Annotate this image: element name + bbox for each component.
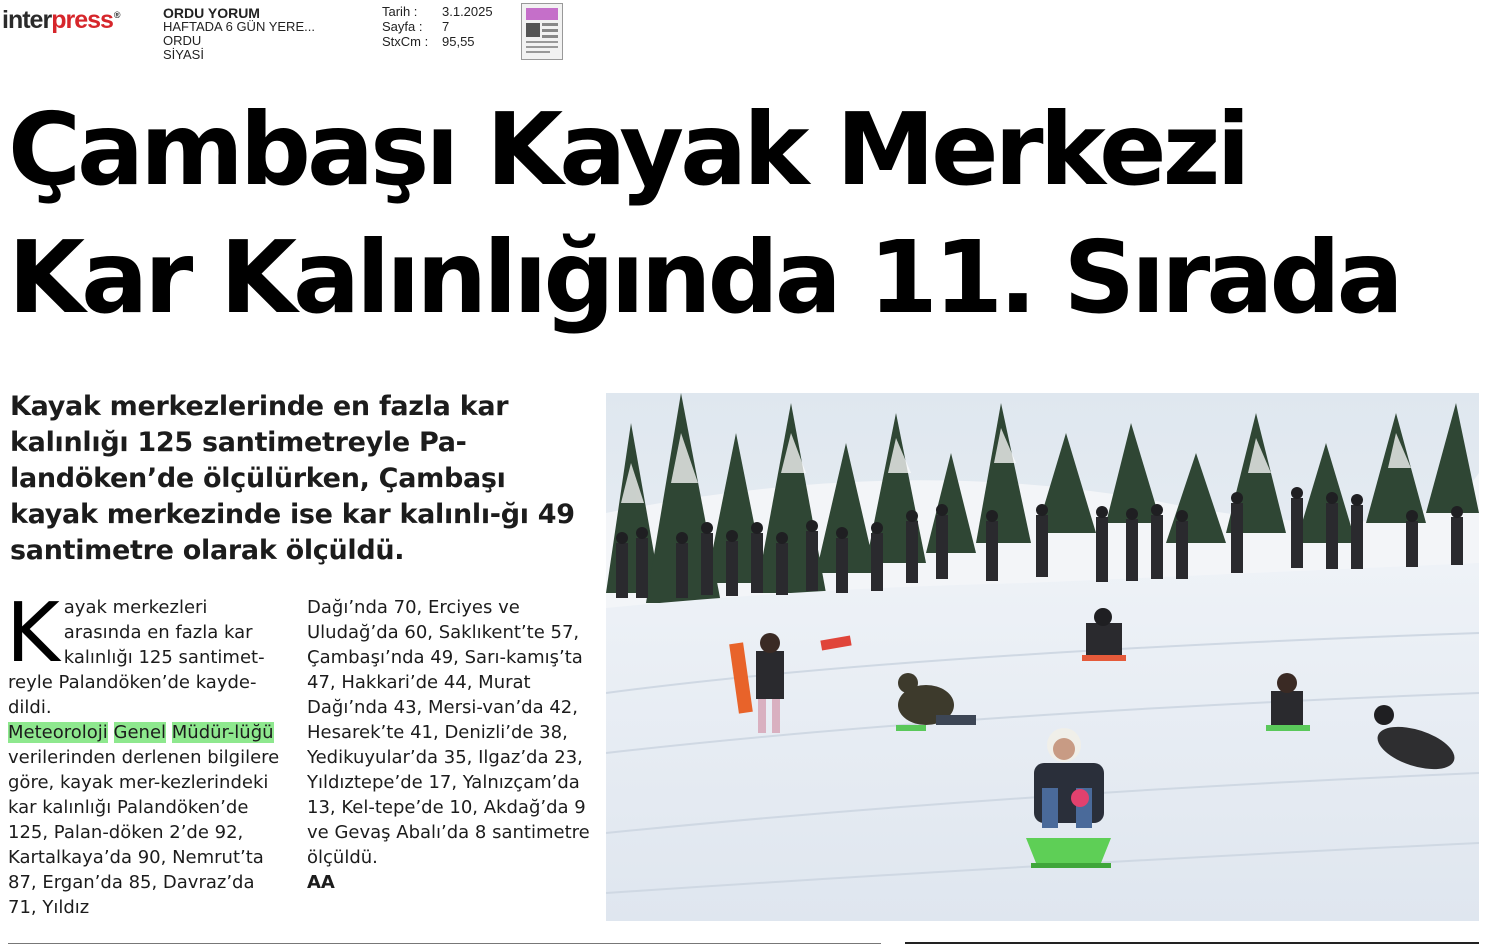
column-1-paragraph-1: ayak merkezleri arasında en fazla kar kalınlığı 125 santimet-reyle Palandöken’de kayde-dildi. <box>8 597 265 718</box>
article-lead: Kayak merkezlerinde en fazla kar kalınlığı 125 santimetreyle Pa-landöken’de ölçülürken, Çambaşı kayak merkezinde ise kar kalınlı-ğı 49 santimetre olarak ölçüldü. <box>10 391 575 566</box>
column-2-text: Dağı’nda 70, Erciyes ve Uludağ’da 60, Saklıkent’te 57, Çambaşı’nda 49, Sarı-kamış’ta 47, Hakkari’de 44, Murat Dağı’nda 43, Mersi-van’da 42, Hesarek’te 41, Denizli’de 38, Yedikuyular’da 35, Ilgaz’da 23, Yıldıztepe’de 17, Yalnızçam’da 13, Kel-tepe’de 10, Akdağ’da 9 ve Gevaş Abalı’da 8 santimetre ölçüldü. <box>307 597 590 868</box>
publication-info <box>163 6 315 62</box>
publication-category: SİYASİ <box>163 47 204 62</box>
sledding-scene-illustration <box>606 393 1479 921</box>
article-photo <box>606 393 1479 921</box>
meta-size-key: StxCm : <box>382 34 429 49</box>
meta-date-key: Tarih : <box>382 4 418 19</box>
meta-page-key: Sayfa : <box>382 19 423 34</box>
meta-page-value: 7 <box>442 19 450 34</box>
meta-date-row <box>382 4 493 19</box>
clip-meta <box>382 4 493 49</box>
meta-size-row <box>382 34 493 49</box>
headline-line-2: Kar Kalınlığında 11. Sırada <box>8 219 1400 336</box>
logo-main-text: inter <box>2 6 52 34</box>
article-column-1 <box>6 586 286 920</box>
publication-frequency: HAFTADA 6 GÜN YERE... <box>163 19 315 34</box>
interpress-logo <box>2 6 120 35</box>
byline: AA <box>307 872 335 893</box>
meta-size-value: 95,55 <box>442 34 475 49</box>
highlight-mudurlugu: Müdür-lüğü <box>171 722 274 743</box>
page-thumbnail[interactable] <box>521 3 563 60</box>
meta-date-value: 3.1.2025 <box>442 4 493 19</box>
publication-name: ORDU YORUM <box>163 5 260 21</box>
logo-accent-text: press <box>51 6 113 34</box>
article-column-2 <box>307 595 590 895</box>
headline-line-1: Çambaşı Kayak Merkezi <box>8 91 1247 208</box>
meta-page-row <box>382 19 493 34</box>
column-1-paragraph-2: verilerinden derlenen bilgilere göre, kayak mer-kezlerindeki kar kalınlığı Palandöken’de 125, Palan-döken 2’de 92, Kartalkaya’da 90, Nemrut’ta 87, Ergan’da 85, Davraz’da 71, Yıldız <box>8 747 280 918</box>
publication-city: ORDU <box>163 33 202 48</box>
registered-mark: ® <box>113 10 120 20</box>
highlight-meteoroloji: Meteoroloji <box>8 722 108 743</box>
bottom-rule-right <box>905 942 1479 944</box>
highlight-genel: Genel <box>113 722 167 743</box>
headline <box>8 86 1478 342</box>
drop-cap: K <box>6 586 60 681</box>
bottom-rule-left <box>8 943 881 944</box>
